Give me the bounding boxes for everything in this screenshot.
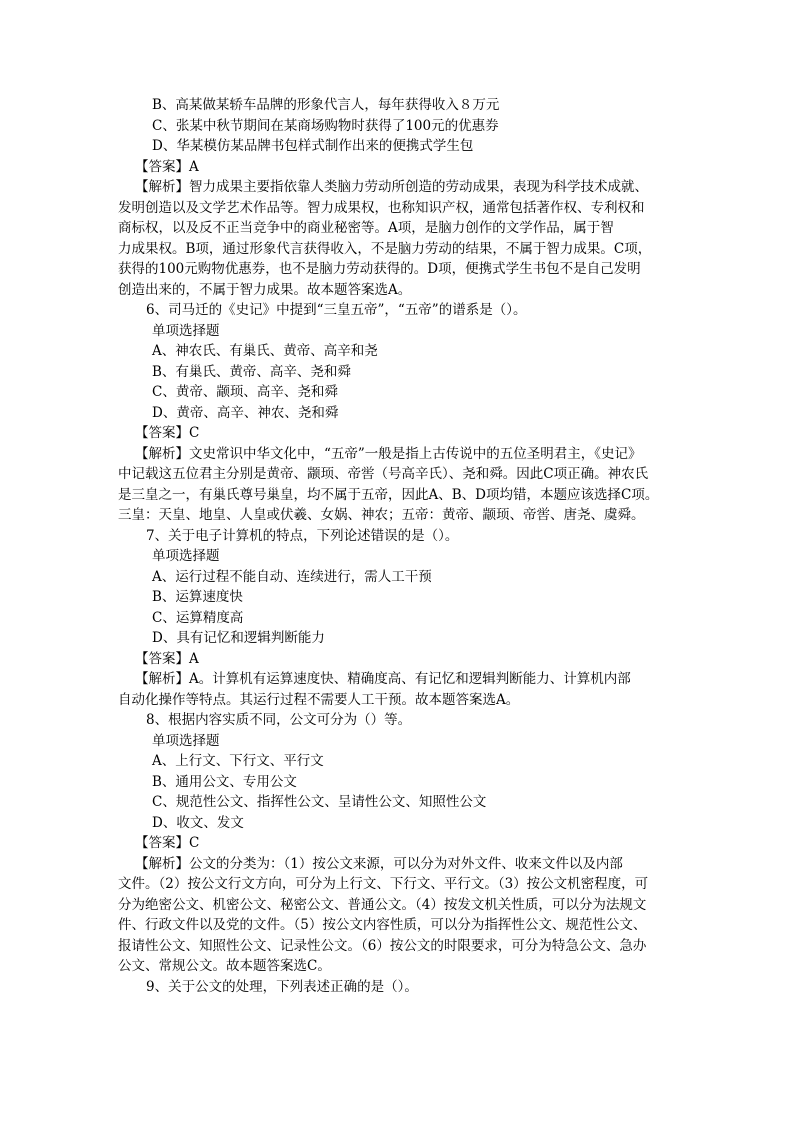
text-line: 发明创造以及文学艺术作品等。智力成果权，也称知识产权，通常包括著作权、专利权和 (118, 199, 645, 216)
text-line: 获得的100元购物优惠券，也不是脑力劳动获得的。D项，便携式学生书包不是自己发明 (118, 261, 641, 277)
text-line: 【解析】A。计算机有运算速度快、精确度高、有记忆和逻辑判断能力、计算机内部 (135, 671, 631, 687)
text-line: 三皇：天皇、地皇、人皇或伏羲、女娲、神农；五帝：黄帝、颛顼、帝喾、唐尧、虞舜。 (118, 507, 645, 523)
text-line: D、收文、发文 (152, 814, 244, 831)
text-line: D、华某模仿某品牌书包样式制作出来的便携式学生包 (152, 138, 474, 154)
text-line: 公文、常规公文。故本题答案选C。 (118, 958, 331, 974)
text-line: 创造出来的，不属于智力成果。故本题答案选A。 (118, 281, 412, 298)
text-line: 报请性公文、知照性公文、记录性公文。（6）按公文的时限要求，可分为特急公文、急办 (118, 937, 647, 954)
text-line: C、张某中秋节期间在某商场购物时获得了100元的优惠券 (152, 117, 499, 134)
text-line: 商标权，以及反不正当竞争中的商业秘密等。A项，是脑力创作的文学作品，属于智 (118, 220, 614, 236)
text-line: 8、根据内容实质不同，公文可分为（）等。 (146, 712, 412, 728)
text-line: B、运算速度快 (152, 589, 243, 605)
text-line: C、规范性公文、指挥性公文、呈请性公文、知照性公文 (152, 794, 487, 810)
text-line: A、运行过程不能自动、连续进行，需人工干预 (152, 568, 432, 585)
text-line: 单项选择题 (152, 732, 220, 749)
text-line: 文件。（2）按公文行文方向，可分为上行文、下行文、平行文。（3）按公文机密程度，可 (118, 876, 649, 892)
text-line: 【解析】文史常识中华文化中，“五帝”一般是指上古传说中的五位圣明君主，《史记》 (135, 445, 642, 462)
text-line: 【答案】A (135, 650, 199, 667)
text-line: 单项选择题 (152, 548, 220, 564)
text-line: B、有巢氏、黄帝、高辛、尧和舜 (152, 363, 351, 380)
text-line: 7、关于电子计算机的特点，下列论述错误的是（）。 (146, 527, 459, 544)
text-line: 单项选择题 (152, 322, 220, 339)
text-line: 9、关于公文的处理，下列表述正确的是（）。 (146, 978, 418, 995)
text-line: D、黄帝、高辛、神农、尧和舜 (152, 404, 339, 421)
document-body (118, 95, 680, 997)
text-line: 【答案】C (135, 835, 200, 851)
text-line: 【答案】C (135, 425, 200, 441)
text-line: 是三皇之一，有巢氏尊号巢皇，均不属于五帝，因此A、B、D项均错，本题应该选择C项。 (118, 486, 659, 503)
text-line: 【解析】智力成果主要指依靠人类脑力劳动所创造的劳动成果，表现为科学技术成就、 (135, 179, 648, 195)
text-line: 件、行政文件以及党的文件。（5）按公文内容性质，可以分为指挥性公文、规范性公文、 (118, 917, 647, 933)
text-line: B、通用公文、专用公文 (152, 773, 297, 790)
text-line: 【解析】公文的分类为：（1）按公文来源，可以分为对外文件、收来文件以及内部 (135, 855, 623, 872)
text-line: 力成果权。B项，通过形象代言获得收入，不是脑力劳动的结果，不属于智力成果。C项， (118, 240, 652, 257)
text-line: A、神农氏、有巢氏、黄帝、高辛和尧 (152, 343, 378, 359)
text-line: C、黄帝、颛顼、高辛、尧和舜 (152, 384, 338, 400)
text-line: 6、司马迁的《史记》中提到“三皇五帝”，“五帝”的谱系是（）。 (146, 302, 527, 318)
text-line: 自动化操作等特点。其运行过程不需要人工干预。故本题答案选A。 (118, 691, 520, 708)
text-line: D、具有记忆和逻辑判断能力 (152, 630, 325, 646)
text-line: 中记载这五位君主分别是黄帝、颛顼、帝喾（号高辛氏）、尧和舜。因此C项正确。神农氏 (118, 466, 649, 482)
text-line: 【答案】A (135, 158, 199, 175)
text-line: A、上行文、下行文、平行文 (152, 753, 324, 769)
text-line: C、运算精度高 (152, 609, 244, 626)
text-line: 分为绝密公文、机密公文、秘密公文、普通公文。（4）按发文机关性质，可以分为法规文 (118, 896, 647, 913)
text-line: B、高某做某轿车品牌的形象代言人，每年获得收入８万元 (152, 97, 500, 113)
